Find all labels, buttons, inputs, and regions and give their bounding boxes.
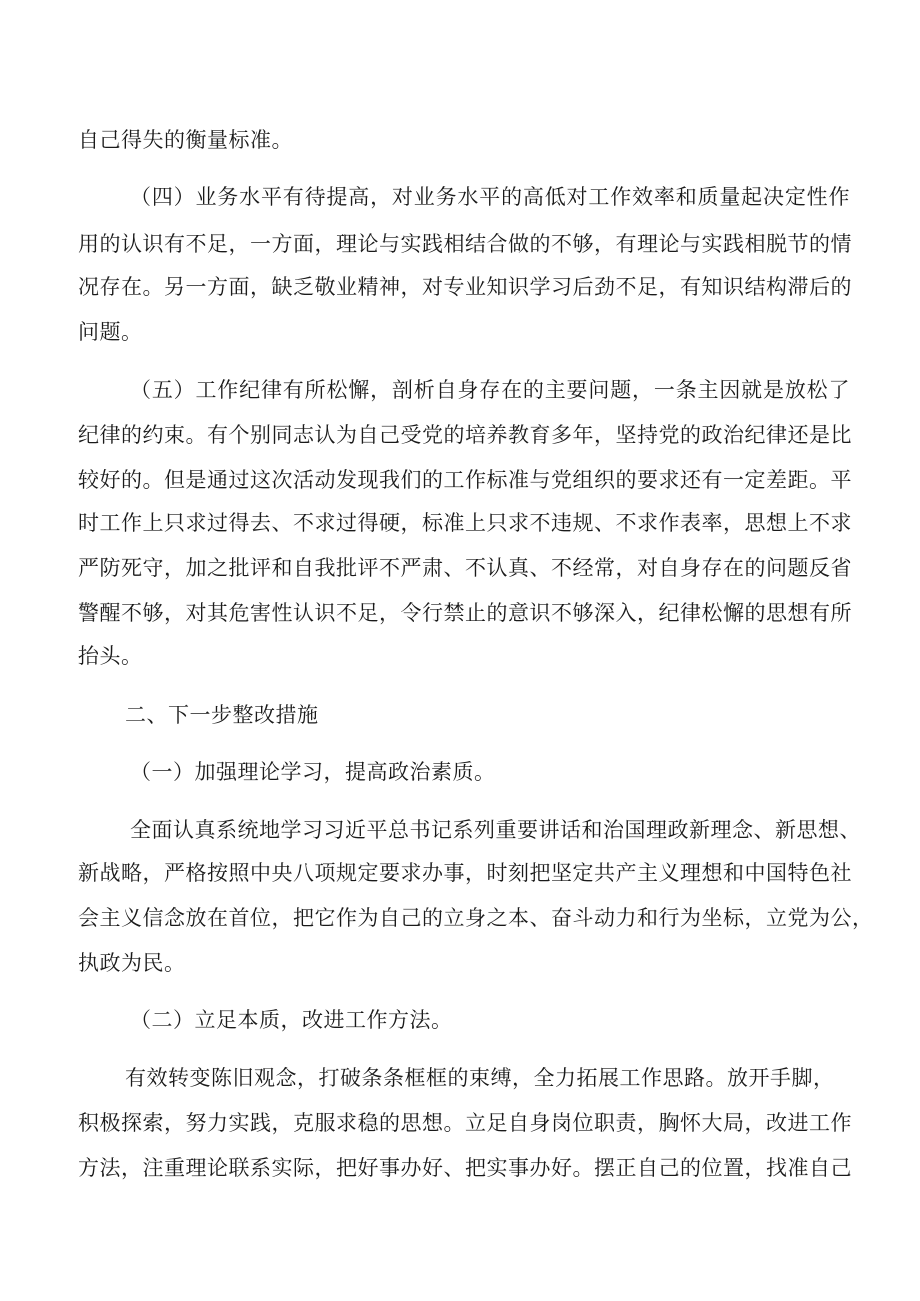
paragraph-line: 时工作上只求过得去、不求过得硬，标准上只求不违规、不求作表率，思想上不求	[78, 511, 852, 535]
paragraph-line: 会主义信念放在首位，把它作为自己的立身之本、奋斗动力和行为坐标，立党为公，	[78, 906, 874, 930]
paragraph-line: 自己得失的衡量标准。	[78, 128, 293, 152]
subsection-heading: （二）立足本质，改进工作方法。	[130, 1008, 453, 1032]
paragraph-line: 用的认识有不足，一方面，理论与实践相结合做的不够，有理论与实践相脱节的情	[78, 232, 852, 256]
paragraph-line: （四）业务水平有待提高，对业务水平的高低对工作效率和质量起决定性作	[130, 185, 850, 209]
paragraph-line: 较好的。但是通过这次活动发现我们的工作标准与党组织的要求还有一定差距。平	[78, 468, 852, 492]
subsection-heading: （一）加强理论学习，提高政治素质。	[130, 760, 496, 784]
paragraph-line: 积极探索，努力实践，克服求稳的思想。立足自身岗位职责，胸怀大局，改进工作	[78, 1111, 852, 1135]
paragraph-line: 全面认真系统地学习习近平总书记系列重要讲话和治国理政新理念、新思想、	[130, 818, 861, 842]
paragraph-line: （五）工作纪律有所松懈，剖析自身存在的主要问题，一条主因就是放松了	[130, 378, 850, 402]
paragraph-line: 纪律的约束。有个别同志认为自己受党的培养教育多年，坚持党的政治纪律还是比	[78, 423, 852, 447]
paragraph-line: 问题。	[78, 320, 143, 344]
section-heading: 二、下一步整改措施	[125, 703, 319, 727]
paragraph-line: 严防死守，加之批评和自我批评不严肃、不认真、不经常，对自身存在的问题反省	[78, 556, 852, 580]
paragraph-line: 执政为民。	[78, 951, 186, 975]
paragraph-line: 警醒不够，对其危害性认识不足，令行禁止的意识不够深入，纪律松懈的思想有所	[78, 601, 852, 625]
paragraph-line: 有效转变陈旧观念，打破条条框框的束缚，全力拓展工作思路。放开手脚，	[125, 1066, 835, 1090]
paragraph-line: 况存在。另一方面，缺乏敬业精神，对专业知识学习后劲不足，有知识结构滞后的	[78, 275, 852, 299]
paragraph-line: 方法，注重理论联系实际，把好事办好、把实事办好。摆正自己的位置，找准自己	[78, 1156, 852, 1180]
paragraph-line: 新战略，严格按照中央八项规定要求办事，时刻把坚定共产主义理想和中国特色社	[78, 861, 852, 885]
paragraph-line: 抬头。	[78, 644, 143, 668]
